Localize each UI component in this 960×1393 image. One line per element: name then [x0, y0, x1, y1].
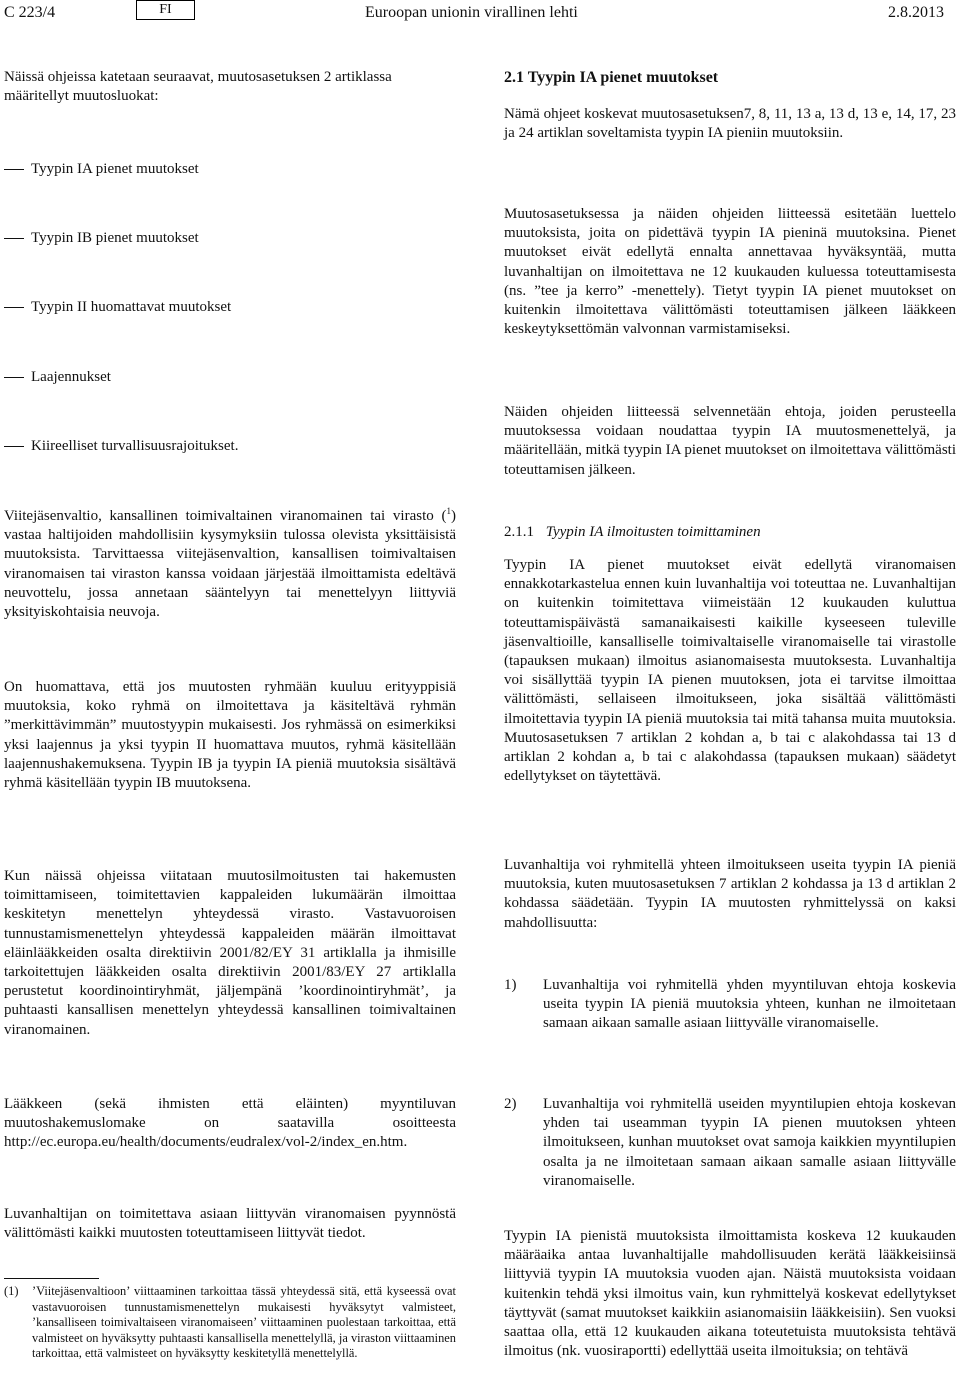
- list-item-text: Luvanhaltija voi ryhmitellä useiden myyntilupien ehtoja koskevan yhden tai useamman tyypin IA pienen muutoksen yhteen ilmoitukseen, kunhan muutokset ovat samoja kaikkien myyntilupien osalta ja ne ilmoitetaan samaan aikaan samalle asiaan liittyvälle viranomaiselle.: [543, 1096, 956, 1189]
- dash-icon: [4, 377, 24, 378]
- journal-title: Euroopan unionin virallinen lehti: [365, 4, 578, 21]
- subsection-title: Tyypin IA ilmoitusten toimittaminen: [545, 524, 761, 540]
- list-item-text: Luvanhaltija voi ryhmitellä yhden myyntiluvan ehtoja koskevia useita tyypin IA pieniä muutoksia yhteen, kunhan ne ilmoitetaan samaan aikaan samalle asiaan liittyvälle viranomaiselle.: [543, 977, 956, 1032]
- intro-paragraph: Näissä ohjeissa katetaan seuraavat, muutosasetuksen 2 artiklassa määritellyt muutosluokat:: [4, 69, 392, 105]
- paragraph: Lääkkeen (sekä ihmisten että eläinten) myyntiluvan muutoshakemuslomake on saatavilla osoitteesta http://ec.europa.eu/health/documents/eudralex/vol-2/index_en.htm.: [4, 1096, 456, 1151]
- footnote-divider: [4, 1278, 99, 1279]
- list-item-label: Tyypin IB pienet muutokset: [31, 230, 199, 246]
- dash-icon: [4, 238, 24, 239]
- paragraph: Muutosasetuksessa ja näiden ohjeiden liitteessä esitetään luettelo muutoksista, joita on pidettävä tyypin IA pieninä muutoksina. Pienet muutokset eivät edellytä ennalta annettavaa hyväksyntää, mutta luvanhaltijan on ilmoitettava ne 12 kuukauden kuluessa toteuttamisesta (ns. ”tee ja kerro” -menettely). Tietyt tyypin IA pienet muutokset on kuitenkin ilmoitettava välittömästi toteuttamisen jälkeen lääkkeen keskeytyksettömän valvonnan varmistamiseksi.: [504, 206, 956, 338]
- numbered-list-item: [504, 1095, 956, 1191]
- paragraph: Näiden ohjeiden liitteessä selvennetään ehtoja, joiden perusteella muutoksessa voidaan noudattaa tyypin IA muutosmenettelyä, ja määritellään, mitkä tyypin IA pienet muutokset on ilmoitettava välittömästi toteuttamisen jälkeen.: [504, 404, 956, 478]
- paragraph: On huomattava, että jos muutosten ryhmään kuuluu erityyppisiä muutoksia, koko ryhmä on ilmoitettava ja käsiteltävä ryhmän ”merkittävimmän” muutostyypin mukaisesti. Jos ryhmässä on esimerkiksi yksi laajennus ja yksi tyypin II huomattava muutos, ryhmä käsitellään laajennushakemuksena. Tyypin IB ja tyypin IA pieniä muutoksia sisältävä ryhmä käsitellään tyypin IB muutoksena.: [4, 679, 456, 792]
- language-code: FI: [159, 2, 172, 17]
- list-number: 1): [504, 977, 517, 993]
- paragraph: Tyypin IA pienistä muutoksista ilmoittamista koskeva 12 kuukauden määräaika antaa luvanhaltijalle mahdollisuuden kerätä lääkkeisiinsä liittyviä tyypin IA muutoksia vuoden ajan. Näistä muutoksista voidaan kuitenkin tehdä yksi ilmoitus vain, kun ryhmittelyä koskevat edellytykset täyttyvät (samat muutokset kaikkiin asianomaisiin lääkkeisiin). Sen vuoksi saattaa olla, että 12 kuukauden aikana toteutetuista muutoksista tehtävä ilmoitus (nk. vuosiraportti) edellyttää useita ilmoituksia; on tehtävä: [504, 1228, 956, 1360]
- list-item-label: Tyypin IA pienet muutokset: [31, 161, 199, 177]
- list-item-label: Kiireelliset turvallisuusrajoitukset.: [31, 438, 239, 454]
- list-number: 2): [504, 1096, 517, 1112]
- paragraph: Tyypin IA pienet muutokset eivät edellytä viranomaisen ennakkotarkastelua ennen kuin luvanhaltija voi toteuttaa ne. Luvanhaltijan on kuitenkin toimitettava viimeistään 12 kuukauden kuluttua toteuttamispäivästä samanaikaisesti kaikille kyseeseen tuleville jäsenvaltioille, kansalliselle toimivaltaiselle viranomaiselle tai virastolle (tapauksen mukaan) ilmoitus asianomaisesta muutoksesta. Luvanhaltija voi sisällyttää tyypin IA pienen muutoksen, jota ei tarvitse ilmoittaa välittömästi, sellaiseen ilmoitukseen, joka sisältää välittömästi ilmoitettavia tyypin IA pieniä muutoksia tai mitä tahansa muita muutoksia. Muutosasetuksen 7 artiklan 2 kohdan a, b tai c alakohdassa tai 13 d artiklan 2 kohdan a, b tai c alakohdassa (tapauksen mukaan) säädetyt edellytykset on täytettävä.: [504, 557, 956, 785]
- list-item: [4, 229, 199, 248]
- footnote-mark: (1): [4, 1284, 19, 1298]
- list-item: [4, 298, 231, 317]
- dash-icon: [4, 307, 24, 308]
- list-item-label: Laajennukset: [31, 369, 111, 385]
- footnote: [4, 1284, 456, 1362]
- footnote-text: ’Viitejäsenvaltioon’ viittaaminen tarkoittaa tässä yhteydessä sitä, että kyseessä ovat vastavuoroisen tunnustamismenettelyn mukaisesti hyväksytyt valmisteet, ’kansalliseen toimivaltaiseen viranomaiseen’ viittaaminen puolestaan tarkoittaa, että valmisteet on hyväksytty puhtaasti kansallisella menettelyllä, ja viraston viittaaminen tarkoittaa, että valmisteet on hyväksytty keskitetyllä menettelyllä.: [32, 1284, 456, 1361]
- paragraph-text: ) vastaa haltijoiden mahdollisiin kysymyksiin tulossa olevista yksittäisistä muutoksista. Tarvittaessa viitejäsenvaltion, kansallisen toimivaltaisen viranomaisen tai viraston kanssa voidaan järjestää ilmoittamista edeltävä neuvottelu, jossa annetaan sääntelyyn tai menettelyyn liittyviä yksityiskohtaisia neuvoja.: [4, 508, 456, 621]
- numbered-list-item: [504, 976, 956, 1034]
- section-heading: 2.1 Tyypin IA pienet muutokset: [504, 69, 719, 86]
- publication-date: 2.8.2013: [888, 4, 944, 21]
- subsection-number: 2.1.1: [504, 524, 534, 540]
- paragraph: [4, 507, 456, 622]
- dash-icon: [4, 169, 24, 170]
- paragraph-text: Viitejäsenvaltio, kansallinen toimivaltainen viranomainen tai virasto (: [4, 508, 447, 524]
- left-column: [4, 68, 456, 106]
- page-header: [0, 0, 960, 30]
- list-item: [4, 160, 199, 179]
- paragraph: Kun näissä ohjeissa viitataan muutosilmoitusten tai hakemusten toimittamiseen, toimitettavien kappaleiden lukumäärän ilmoittaa keskitetyn menettelyn yhteydessä virasto. Vastavuoroisen tunnustamismenettelyn yhteydessä kappaleiden määrän ilmoittavat eläinlääkkeiden osalta direktiivin 2001/82/EY 31 artiklalla ja ihmisille tarkoitettujen lääkkeiden osalta direktiivin 2001/83/EY 27 artiklalla perustetut koordinointiryhmät, jäljempänä ’koordinointiryhmät’, ja puhtaasti kansallisen menettelyn yhteydessä kansallinen toimivaltainen viranomainen.: [4, 868, 456, 1038]
- footnote-reference[interactable]: 1: [446, 506, 451, 516]
- journal-reference: C 223/4: [4, 4, 56, 21]
- paragraph: Luvanhaltijan on toimitettava asiaan liittyvän viranomaisen pyynnöstä välittömästi kaikki muutosten toteuttamiseen liittyvät tiedot.: [4, 1206, 456, 1242]
- list-item: [4, 437, 238, 456]
- list-item: [4, 368, 111, 387]
- paragraph: Nämä ohjeet koskevat muutosasetuksen7, 8, 11, 13 a, 13 d, 13 e, 14, 17, 23 ja 24 artiklan soveltamista tyypin IA pieniin muutoksiin.: [504, 106, 956, 142]
- subsection-heading: [504, 523, 956, 542]
- dash-icon: [4, 446, 24, 447]
- paragraph: Luvanhaltija voi ryhmitellä yhteen ilmoitukseen useita tyypin IA pieniä muutoksia, kuten muutosasetuksen 7 artiklan 2 kohdassa ja 13 d artiklan 2 kohdassa säädetään. Tyypin IA muutosten ryhmittelyssä on kaksi mahdollisuutta:: [504, 857, 956, 931]
- language-code-box: [136, 0, 195, 20]
- list-item-label: Tyypin II huomattavat muutokset: [31, 299, 232, 315]
